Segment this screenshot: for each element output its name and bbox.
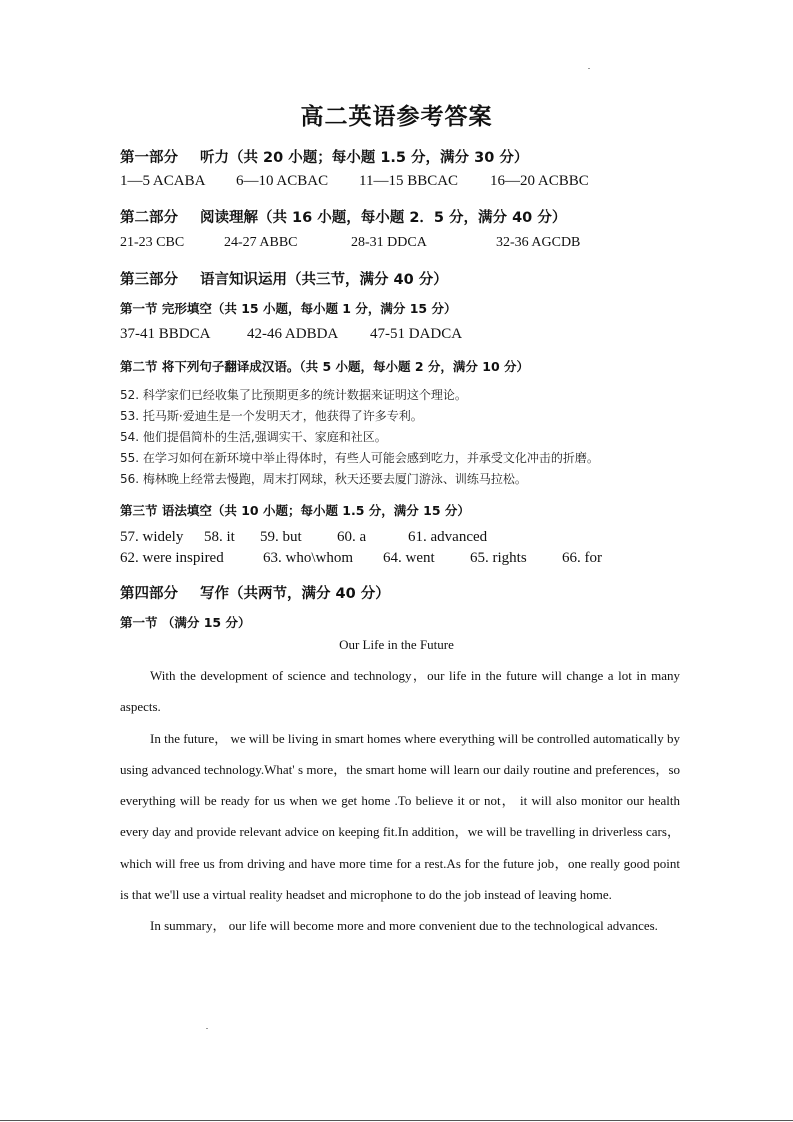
part2-heading <box>120 206 566 227</box>
part3-label: 第三部分 <box>120 272 178 288</box>
part1-heading <box>120 146 528 167</box>
part3-desc: 语言知识运用（共三节，满分 40 分） <box>200 272 448 288</box>
part1-desc: 听力（共 20 小题；每小题 1.5 分，满分 30 分） <box>200 150 529 166</box>
translation-52: 52. 科学家们已经收集了比预期更多的统计数据来证明这个理论。 <box>120 388 467 402</box>
answer-item: 59. but <box>260 529 302 545</box>
answer-group: 11—15 BBCAC <box>359 173 459 189</box>
answer-item: 62. were inspired <box>120 550 224 566</box>
scan-speck <box>206 1028 208 1029</box>
part2-label: 第二部分 <box>120 210 178 226</box>
answer-item: 63. who\whom <box>263 550 353 566</box>
essay-title: Our Life in the Future <box>339 637 454 652</box>
grammar-answers-row1 <box>0 529 793 549</box>
answer-group: 6—10 ACBAC <box>236 173 329 189</box>
essay-paragraph: In summary， our life will become more and more convenient due to the technological advances. <box>150 918 658 934</box>
answer-item: 66. for <box>562 550 602 566</box>
section2-heading: 第二节 将下列句子翻译成汉语。（共 5 小题，每小题 2 分，满分 10 分） <box>120 359 530 374</box>
answer-group: 42-46 ADBDA <box>247 326 339 342</box>
page-edge-rule <box>0 1120 793 1121</box>
part4-desc: 写作（共两节，满分 40 分） <box>200 586 390 602</box>
writing-section1-heading: 第一节 （满分 15 分） <box>120 615 251 630</box>
answer-group: 32-36 AGCDB <box>496 235 581 250</box>
part1-label: 第一部分 <box>120 150 178 166</box>
essay-body <box>120 660 680 942</box>
answer-group: 24-27 ABBC <box>224 235 298 250</box>
part4-heading <box>120 582 390 603</box>
answer-group: 47-51 DADCA <box>370 326 463 342</box>
translation-56: 56. 梅林晚上经常去慢跑，周末打网球，秋天还要去厦门游泳、训练马拉松。 <box>120 472 527 486</box>
answer-item: 61. advanced <box>408 529 488 545</box>
answer-item: 64. went <box>383 550 435 566</box>
grammar-answers-row2 <box>0 550 793 570</box>
answer-group: 28-31 DDCA <box>351 235 427 250</box>
section1-heading: 第一节 完形填空（共 15 小题，每小题 1 分，满分 15 分） <box>120 301 457 316</box>
answer-item: 65. rights <box>470 550 527 566</box>
section1-answers <box>0 326 793 346</box>
part4-label: 第四部分 <box>120 586 178 602</box>
answer-group: 37-41 BBDCA <box>120 326 211 342</box>
essay-paragraph: With the development of science and technology，our life in the future will change a lot in many aspects. <box>120 668 680 715</box>
answer-group: 16—20 ACBBC <box>490 173 589 189</box>
answer-group: 1—5 ACABA <box>120 173 206 189</box>
answer-item: 60. a <box>337 529 367 545</box>
translation-54: 54. 他们提倡简朴的生活,强调实干、家庭和社区。 <box>120 430 387 444</box>
translation-55: 55. 在学习如何在新环境中举止得体时，有些人可能会感到吃力，并承受文化冲击的折磨。 <box>120 451 599 465</box>
answer-group: 21-23 CBC <box>120 235 185 250</box>
part2-answers <box>0 235 793 255</box>
translation-53: 53. 托马斯·爱迪生是一个发明天才，他获得了许多专利。 <box>120 409 423 423</box>
section3-heading: 第三节 语法填空（共 10 小题；每小题 1.5 分，满分 15 分） <box>120 503 470 518</box>
answer-item: 57. widely <box>120 529 184 545</box>
part1-answers <box>0 173 793 193</box>
scan-speck <box>588 68 590 69</box>
essay-paragraph: In the future， we will be living in smart homes where everything will be controlled automatically by using advanced technology.What' s more，the smart home will learn our daily routine and preferences，so everything will be ready for us when we get home .To believe it or not， it will also monitor our health every day and provide relevant advice on keeping fit.In addition，we will be travelling in driverless cars，which will free us from driving and have more time for a rest.As for the future job，one really good point is that we'll use a virtual reality headset and microphone to do the job instead of leaving home. <box>120 730 680 903</box>
part2-desc: 阅读理解（共 16 小题，每小题 2．5 分，满分 40 分） <box>200 210 567 226</box>
page-title: 高二英语参考答案 <box>300 104 493 130</box>
answer-item: 58. it <box>204 529 235 545</box>
part3-heading <box>120 268 448 289</box>
